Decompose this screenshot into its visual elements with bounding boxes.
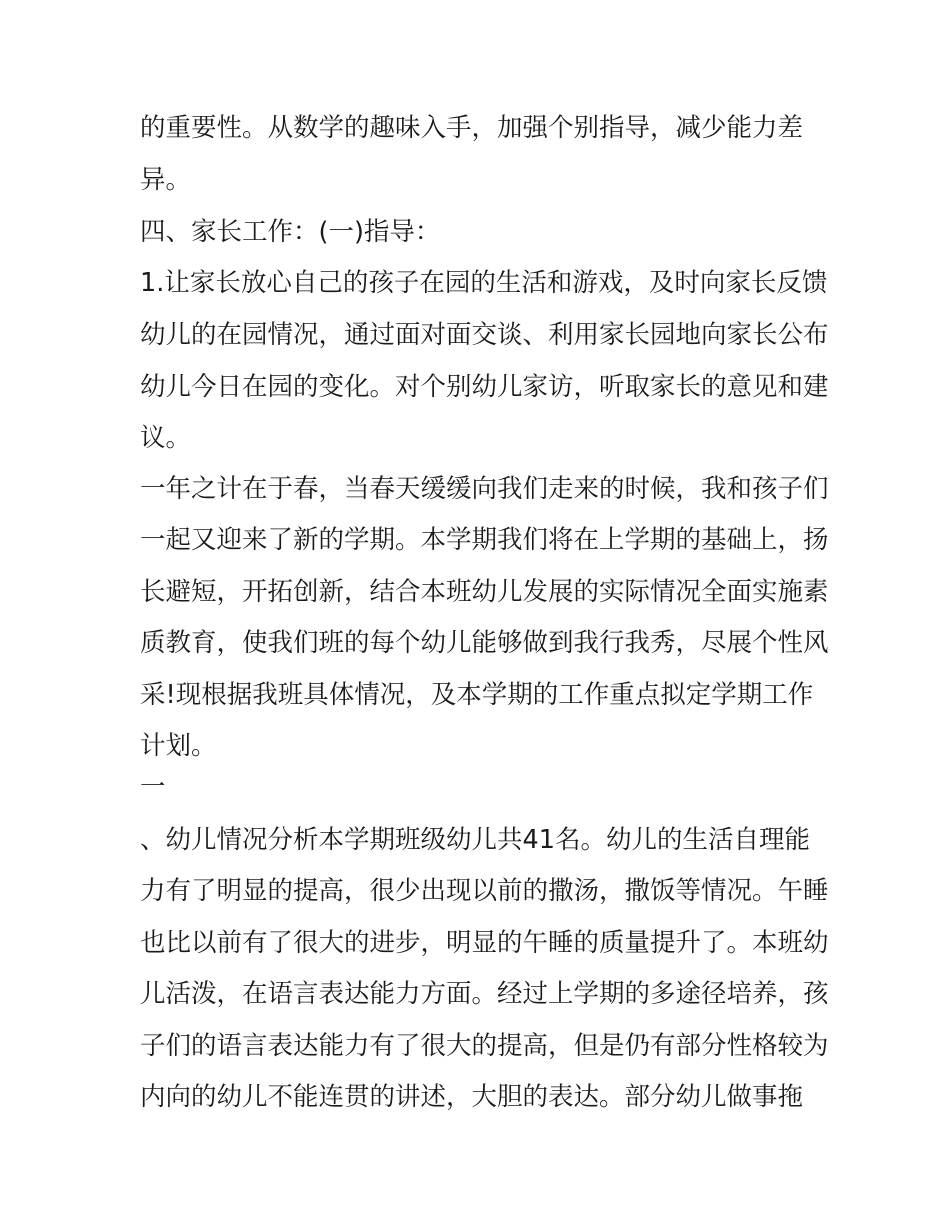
paragraph-line: 内向的幼儿不能连贯的讲述，大胆的表达。部分幼儿做事拖 [140,1082,804,1112]
section-heading: 四、家长工作：(一)指导： [140,217,441,247]
paragraph-line: 的重要性。从数学的趣味入手，加强个别指导，减少能力差 [140,113,804,143]
paragraph-line: 一年之计在于春，当春天缓缓向我们走来的时候，我和孩子们 [140,474,829,504]
paragraph-line: 采!现根据我班具体情况，及本学期的工作重点拟定学期工作 [140,680,814,710]
paragraph-line: 异。 [140,165,192,195]
paragraph-line: 也比以前有了很大的进步，明显的午睡的质量提升了。本班幼 [140,928,829,958]
paragraph-line: 议。 [140,423,192,453]
paragraph-line: 力有了明显的提高，很少出现以前的撒汤，撒饭等情况。午睡 [140,876,829,906]
section-number: 一 [140,772,166,802]
paragraph-line: 、幼儿情况分析本学期班级幼儿共41名。幼儿的生活自理能 [140,825,810,855]
paragraph-line: 子们的语言表达能力有了很大的提高，但是仍有部分性格较为 [140,1031,829,1061]
paragraph-line: 长避短，开拓创新，结合本班幼儿发展的实际情况全面实施素 [140,577,829,607]
paragraph-line: 1.让家长放心自己的孩子在园的生活和游戏，及时向家长反馈 [140,268,828,298]
paragraph-line: 计划。 [140,731,217,761]
paragraph-line: 一起又迎来了新的学期。本学期我们将在上学期的基础上，扬 [140,525,829,555]
paragraph-line: 质教育，使我们班的每个幼儿能够做到我行我秀，尽展个性风 [140,628,829,658]
paragraph-line: 幼儿的在园情况，通过面对面交谈、利用家长园地向家长公布 [140,320,829,350]
paragraph-line: 幼儿今日在园的变化。对个别幼儿家访，听取家长的意见和建 [140,372,829,402]
paragraph-line: 儿活泼，在语言表达能力方面。经过上学期的多途径培养，孩 [140,979,829,1009]
